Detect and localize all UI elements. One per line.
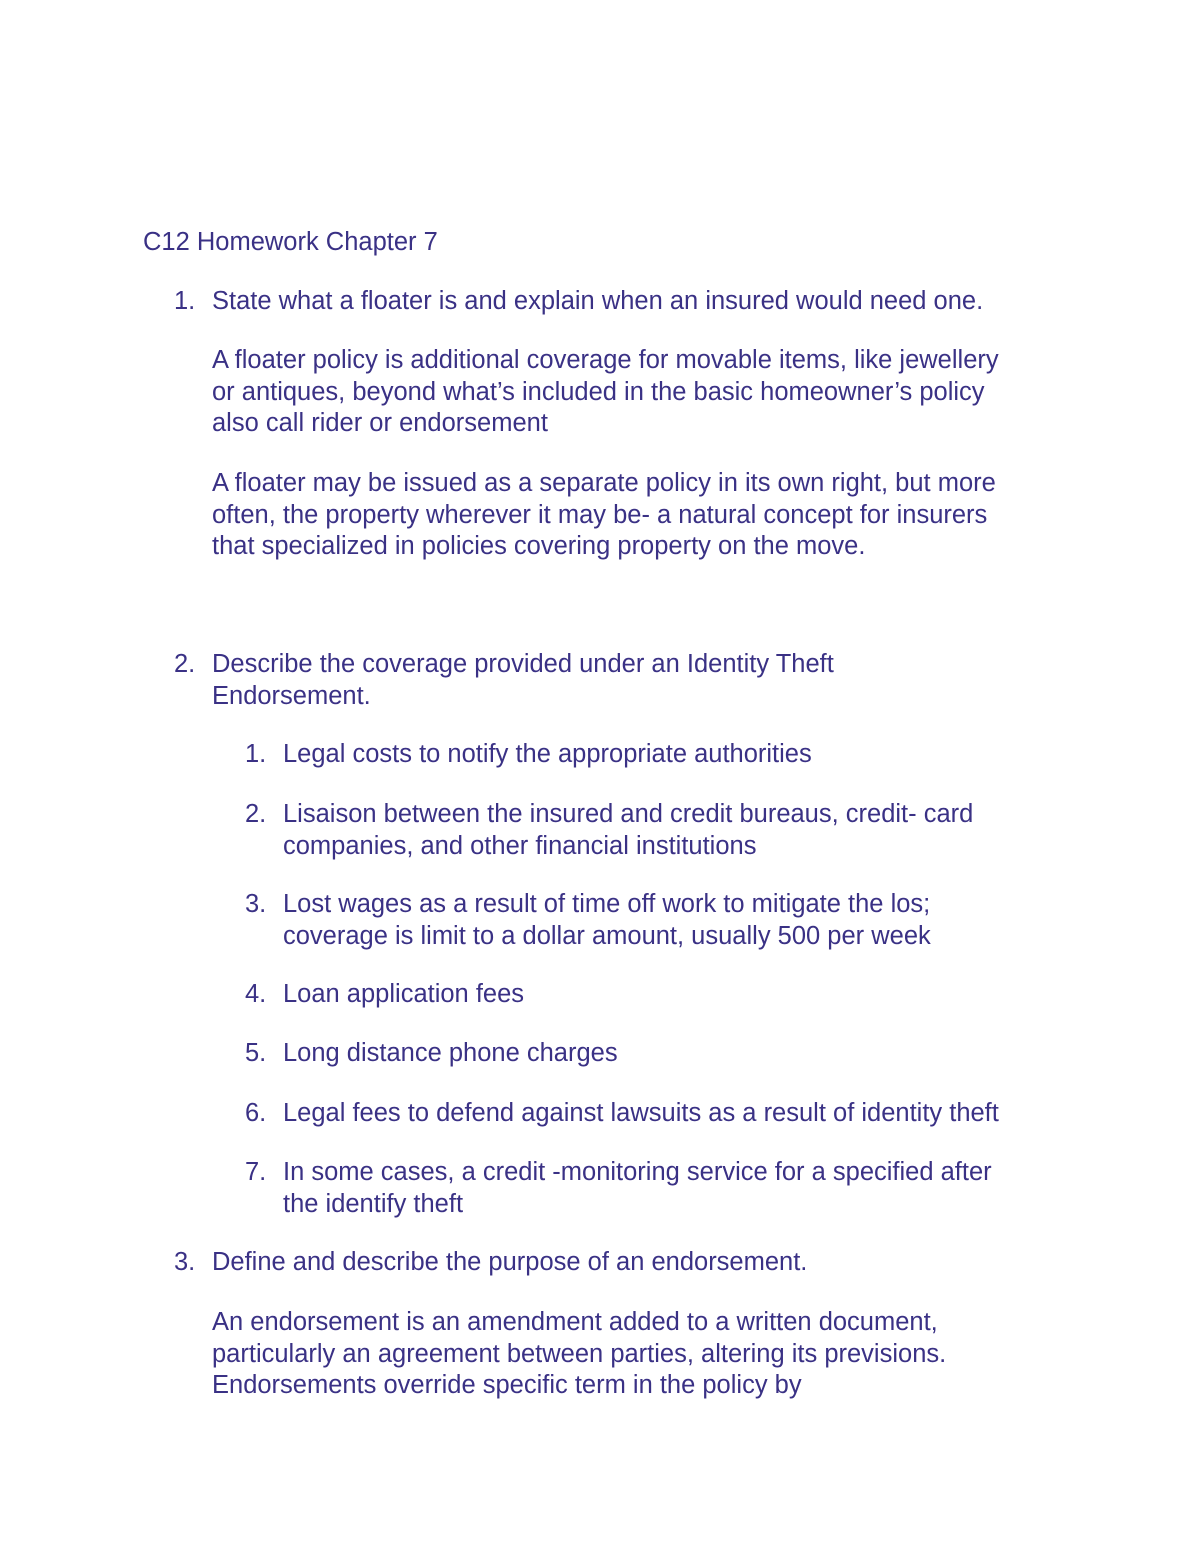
coverage-item-line: Long distance phone charges: [283, 1039, 618, 1067]
question-3-text: Define and describe the purpose of an endorsement.: [212, 1248, 808, 1276]
coverage-item-line: coverage is limit to a dollar amount, usually 500 per week: [283, 921, 931, 950]
coverage-item-6: [245, 1098, 1083, 1130]
answer-line: particularly an agreement between parties, altering its previsions.: [212, 1339, 947, 1368]
question-2-line: Describe the coverage provided under an Identity Theft: [212, 650, 834, 678]
document-title: C12 Homework Chapter 7: [143, 228, 438, 256]
question-1-answer-2: [212, 468, 1092, 563]
answer-line: A floater policy is additional coverage for movable items, like jewellery: [212, 346, 999, 374]
answer-line: that specialized in policies covering property on the move.: [212, 532, 866, 560]
coverage-item-7: [245, 1157, 1083, 1220]
coverage-item-1: [245, 739, 1083, 771]
question-3-answer-1: [212, 1307, 1092, 1402]
question-1-answer-1: [212, 345, 1092, 440]
answer-line: often, the property wherever it may be- a natural concept for insurers: [212, 500, 988, 529]
coverage-item-number: 4.: [245, 980, 267, 1008]
answer-line: also call rider or endorsement: [212, 409, 548, 437]
coverage-item-5: [245, 1038, 1083, 1070]
coverage-item-2: [245, 799, 1083, 862]
coverage-item-line: the identify theft: [283, 1189, 464, 1218]
coverage-item-line: Loan application fees: [283, 980, 525, 1008]
question-2: [174, 649, 1092, 712]
coverage-item-number: 2.: [245, 800, 267, 828]
coverage-item-number: 5.: [245, 1039, 267, 1067]
coverage-item-line: Legal fees to defend against lawsuits as a result of identity theft: [283, 1099, 999, 1127]
coverage-item-line: companies, and other financial institutions: [283, 831, 757, 860]
coverage-item-line: Legal costs to notify the appropriate authorities: [283, 740, 812, 768]
question-2-line: Endorsement.: [212, 681, 371, 710]
question-3: [174, 1247, 1092, 1279]
coverage-item-line: Lost wages as a result of time off work to mitigate the los;: [283, 890, 931, 918]
question-1: [174, 286, 1092, 318]
coverage-item-number: 7.: [245, 1158, 267, 1186]
answer-line: or antiques, beyond what’s included in the basic homeowner’s policy: [212, 377, 985, 406]
coverage-item-number: 6.: [245, 1099, 267, 1127]
coverage-item-line: Lisaison between the insured and credit bureaus, credit- card: [283, 800, 974, 828]
coverage-item-4: [245, 979, 1083, 1011]
coverage-item-3: [245, 889, 1083, 952]
question-1-number: 1.: [174, 287, 196, 315]
coverage-item-number: 3.: [245, 890, 267, 918]
question-2-number: 2.: [174, 650, 196, 678]
coverage-item-line: In some cases, a credit -monitoring service for a specified after: [283, 1158, 992, 1186]
coverage-item-number: 1.: [245, 740, 267, 768]
answer-line: A floater may be issued as a separate policy in its own right, but more: [212, 469, 996, 497]
question-1-text: State what a floater is and explain when an insured would need one.: [212, 287, 984, 315]
answer-line: Endorsements override specific term in the policy by: [212, 1371, 802, 1399]
question-3-number: 3.: [174, 1248, 196, 1276]
answer-line: An endorsement is an amendment added to a written document,: [212, 1308, 938, 1336]
